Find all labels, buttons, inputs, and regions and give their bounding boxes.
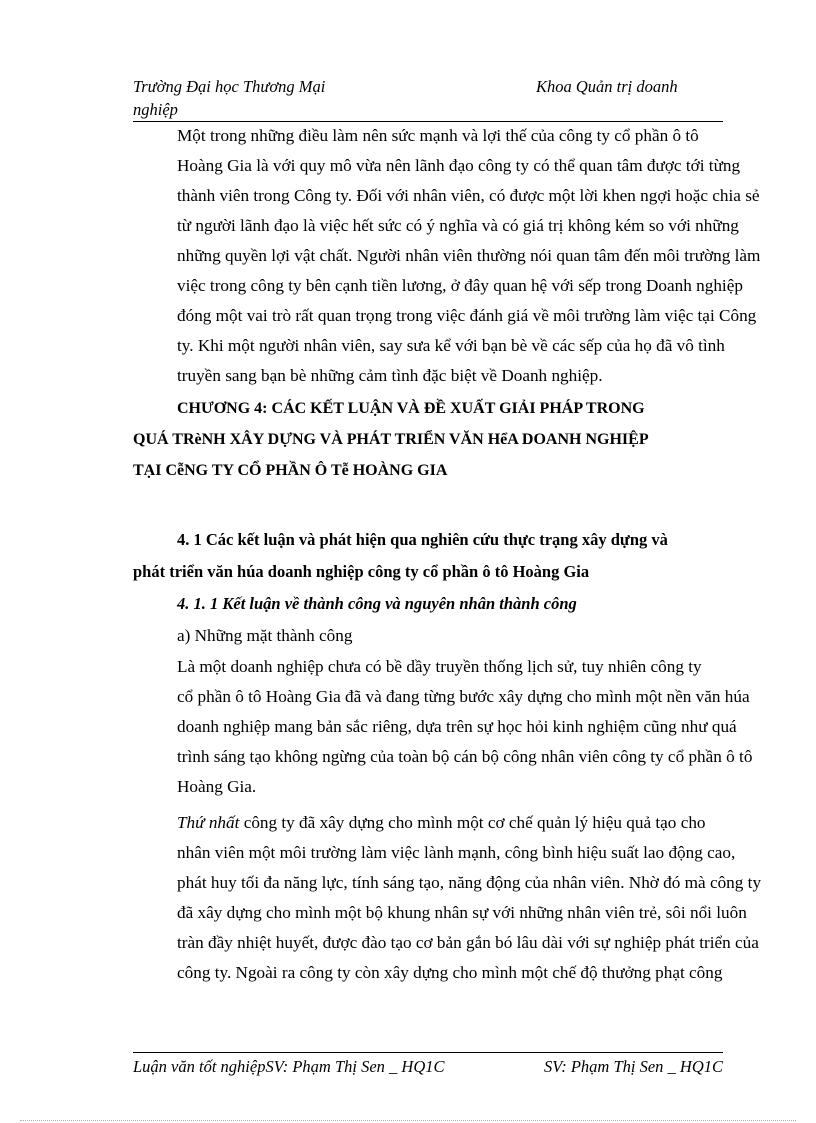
text-line: Hoàng Gia. xyxy=(177,777,257,796)
footer-thesis-author: Luận văn tốt nghiệpSV: Phạm Thị Sen _ HQ1C xyxy=(133,1057,445,1076)
footer-author: SV: Phạm Thị Sen _ HQ1C xyxy=(543,1057,723,1076)
emphasis-first: Thứ nhất xyxy=(177,813,240,832)
text-line: Một trong những điều làm nên sức mạnh và lợi thế của công ty cổ phần ô tô xyxy=(177,126,699,145)
text-line: doanh nghiệp mang bản sắc riêng, dựa trên sự học hỏi kinh nghiệm cũng như quá xyxy=(177,717,737,736)
text-line: Là một doanh nghiệp chưa có bề dầy truyền thống lịch sử, tuy nhiên công ty xyxy=(177,657,702,676)
page-body xyxy=(133,121,762,988)
subitem-heading: a) Những mặt thành công xyxy=(177,626,353,645)
subsection-heading: 4. 1. 1 Kết luận về thành công và nguyên nhân thành công xyxy=(177,594,577,613)
text-line: từ người lãnh đạo là việc hết sức có ý nghĩa và có giá trị không kém so với những xyxy=(177,216,739,235)
text-line: đã xây dựng cho mình một bộ khung nhân sự với những nhân viên trẻ, sôi nổi luôn xyxy=(177,903,747,922)
header-faculty-wrap: nghiệp xyxy=(133,100,178,119)
section-line: phát triển văn húa doanh nghiệp công ty cổ phần ô tô Hoàng Gia xyxy=(133,562,590,581)
text-fragment: công ty đã xây dựng cho mình một cơ chế quản lý hiệu quả tạo cho xyxy=(239,813,706,832)
text-line: phát huy tối đa năng lực, tính sáng tạo, năng động của nhân viên. Nhờ đó mà công ty xyxy=(177,873,762,892)
text-line: nhân viên một môi trường làm việc lành mạnh, công bình hiệu suất lao động cao, xyxy=(177,843,736,862)
text-line: đóng một vai trò rất quan trọng trong việc đánh giá về môi trường làm việc tại Công xyxy=(177,306,757,325)
chapter-line: TẠI CễNG TY CỔ PHẦN Ô Tễ HOÀNG GIA xyxy=(133,462,448,479)
paragraph-2 xyxy=(133,652,753,802)
header-faculty: Khoa Quản trị doanh xyxy=(536,77,678,96)
text-line: thành viên trong Công ty. Đối với nhân viên, có được một lời khen ngợi hoặc chia sẻ xyxy=(177,186,760,205)
text-line: công ty. Ngoài ra công ty còn xây dựng cho mình một chế độ thưởng phạt công xyxy=(177,963,723,982)
chapter-line: CHƯƠNG 4: CÁC KẾT LUẬN VÀ ĐỀ XUẤT GIẢI PHÁP TRONG xyxy=(177,400,645,417)
section-line: 4. 1 Các kết luận và phát hiện qua nghiên cứu thực trạng xây dựng và xyxy=(177,530,668,549)
text-line: ty. Khi một người nhân viên, say sưa kể với bạn bè về các sếp của họ đã vô tình xyxy=(177,336,725,355)
paragraph-3 xyxy=(133,808,762,988)
chapter-line: QUÁ TRèNH XÂY DỰNG VÀ PHÁT TRIỂN VĂN HểA DOANH NGHIỆP xyxy=(133,431,649,448)
paragraph-1 xyxy=(133,121,761,391)
text-line: việc trong công ty bên cạnh tiền lương, ở đây quan hệ với sếp trong Doanh nghiệp xyxy=(177,276,743,295)
text-line xyxy=(133,808,723,838)
page-boundary xyxy=(20,1120,796,1121)
text-line: những quyền lợi vật chất. Người nhân viên thường nói quan tâm đến môi trường làm xyxy=(177,246,761,265)
footer-rule xyxy=(133,1052,723,1053)
text-line: trình sáng tạo không ngừng của toàn bộ cán bộ công nhân viên công ty cổ phần ô tô xyxy=(177,747,753,766)
text-line: truyền sang bạn bè những cảm tình đặc biệt về Doanh nghiệp. xyxy=(177,366,603,385)
header-university: Trường Đại học Thương Mại xyxy=(133,77,326,96)
text-line: Hoàng Gia là với quy mô vừa nên lãnh đạo công ty có thể quan tâm được tới từng xyxy=(177,156,741,175)
text-line: tràn đầy nhiệt huyết, được đào tạo cơ bản gắn bó lâu dài với sự nghiệp phát triển của xyxy=(177,933,759,952)
section-heading xyxy=(133,524,723,588)
text-line: cổ phần ô tô Hoàng Gia đã và đang từng bước xây dựng cho mình một nền văn húa xyxy=(177,687,750,706)
chapter-heading xyxy=(133,393,723,486)
